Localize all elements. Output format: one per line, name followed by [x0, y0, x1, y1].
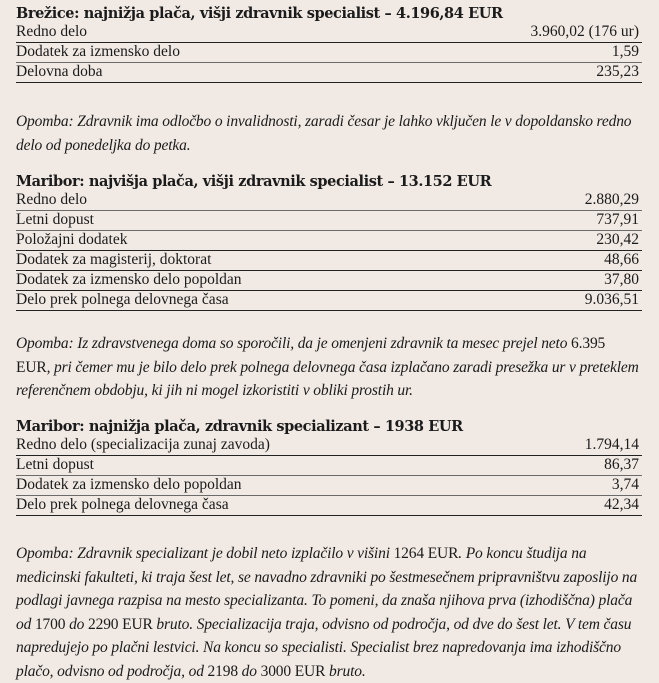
table-row	[16, 23, 642, 43]
section-title: Maribor: najnižja plača, zdravnik specializant – 1938 EUR	[16, 418, 463, 435]
table-row	[16, 251, 642, 271]
row-value: 48,66	[604, 251, 639, 268]
table-row	[16, 191, 642, 211]
row-label: Dodatek za izmensko delo popoldan	[16, 476, 242, 493]
note-text: . Po koncu študija na medicinski fakulteti, ki traja šest let, se navadno zdravniki po šestmesečnem pripravništvu zaposlijo na podlagi javnega razpisa na mesto specializanta. To pomeni, da znaša njihova prva (izhodiščna) plača od	[16, 545, 638, 633]
salary-table	[16, 436, 642, 516]
note-amount: 1700	[34, 615, 66, 633]
row-label: Položajni dodatek	[16, 231, 128, 248]
row-value: 1,59	[611, 43, 639, 60]
row-label: Dodatek za magisterij, doktorat	[16, 251, 212, 268]
row-label: Redno delo	[16, 23, 88, 40]
salary-table	[16, 23, 642, 83]
note-text: bruto.	[325, 662, 366, 680]
table-row	[16, 231, 642, 251]
table-row	[16, 291, 642, 311]
row-label: Dodatek za izmensko delo popoldan	[16, 271, 242, 288]
row-value: 42,34	[604, 496, 639, 513]
row-value: 9.036,51	[584, 291, 639, 308]
row-value: 1.794,14	[584, 436, 639, 453]
note-amount: 3000 EUR	[260, 662, 326, 680]
row-value: 86,37	[604, 456, 639, 473]
row-value: 2.880,29	[584, 191, 639, 208]
table-row	[16, 456, 642, 476]
section-maribor-highest	[16, 172, 642, 311]
note-text: bruto. Specializacija traja, odvisno od področja, od dve do šest let. V tem času napredujejo po plačni lestvici. Na koncu so specialisti. Specialist brez napredovanja ima izhodiščno plačo, odvisno od področja, od	[16, 615, 632, 680]
section-maribor-lowest	[16, 417, 642, 516]
row-value: 37,80	[604, 271, 639, 288]
table-row	[16, 211, 642, 231]
table-row	[16, 496, 642, 516]
note-text: Opomba: Iz zdravstvenega doma so sporočili, da je omenjeni zdravnik ta mesec prejel neto	[16, 335, 572, 352]
table-row	[16, 436, 642, 456]
table-row	[16, 63, 642, 83]
row-label: Delovna doba	[16, 63, 103, 80]
note-amount: 1264 EUR	[393, 545, 459, 562]
row-value: 235,23	[596, 63, 639, 80]
note-brezice	[16, 110, 642, 157]
section-title: Maribor: najvišja plača, višji zdravnik specialist – 13.152 EUR	[16, 173, 492, 190]
row-label: Redno delo (specializacija zunaj zavoda)	[16, 436, 270, 453]
row-label: Redno delo	[16, 191, 88, 208]
note-amount: 2290 EUR	[88, 615, 153, 633]
note-maribor-highest	[16, 332, 642, 403]
note-text: do	[65, 615, 88, 633]
section-brezice	[16, 4, 642, 83]
salary-table	[16, 191, 642, 311]
row-label: Letni dopust	[16, 456, 94, 473]
row-value: 737,91	[596, 211, 639, 228]
note-text: Opomba: Zdravnik specializant je dobil neto izplačilo v višini	[16, 545, 394, 562]
section-title: Brežice: najnižja plača, višji zdravnik specialist – 4.196,84 EUR	[16, 5, 503, 22]
note-text: , pri čemer mu je bilo delo prek polnega delovnega časa izplačano zaradi presežka ur v preteklem referenčnem obdobju, ki jih ni mogel izkoristiti v obliki prostih ur.	[16, 358, 639, 399]
row-label: Delo prek polnega delovnega časa	[16, 291, 229, 308]
row-label: Letni dopust	[16, 211, 94, 228]
row-value: 3.960,02 (176 ur)	[530, 23, 639, 40]
note-amount: 2198	[207, 662, 238, 680]
note-maribor-lowest	[16, 542, 642, 683]
row-value: 3,74	[611, 476, 639, 493]
table-row	[16, 43, 642, 63]
row-label: Dodatek za izmensko delo	[16, 43, 180, 60]
note-text: do	[237, 662, 261, 680]
row-label: Delo prek polnega delovnega časa	[16, 496, 229, 513]
row-value: 230,42	[596, 231, 639, 248]
note-text: Opomba: Zdravnik ima odločbo o invalidnosti, zaradi česar je lahko vključen le v dopoldansko redno delo od ponedeljka do petka.	[16, 113, 632, 154]
table-row	[16, 271, 642, 291]
note-amount: 6.395 EUR	[16, 335, 606, 376]
table-row	[16, 476, 642, 496]
